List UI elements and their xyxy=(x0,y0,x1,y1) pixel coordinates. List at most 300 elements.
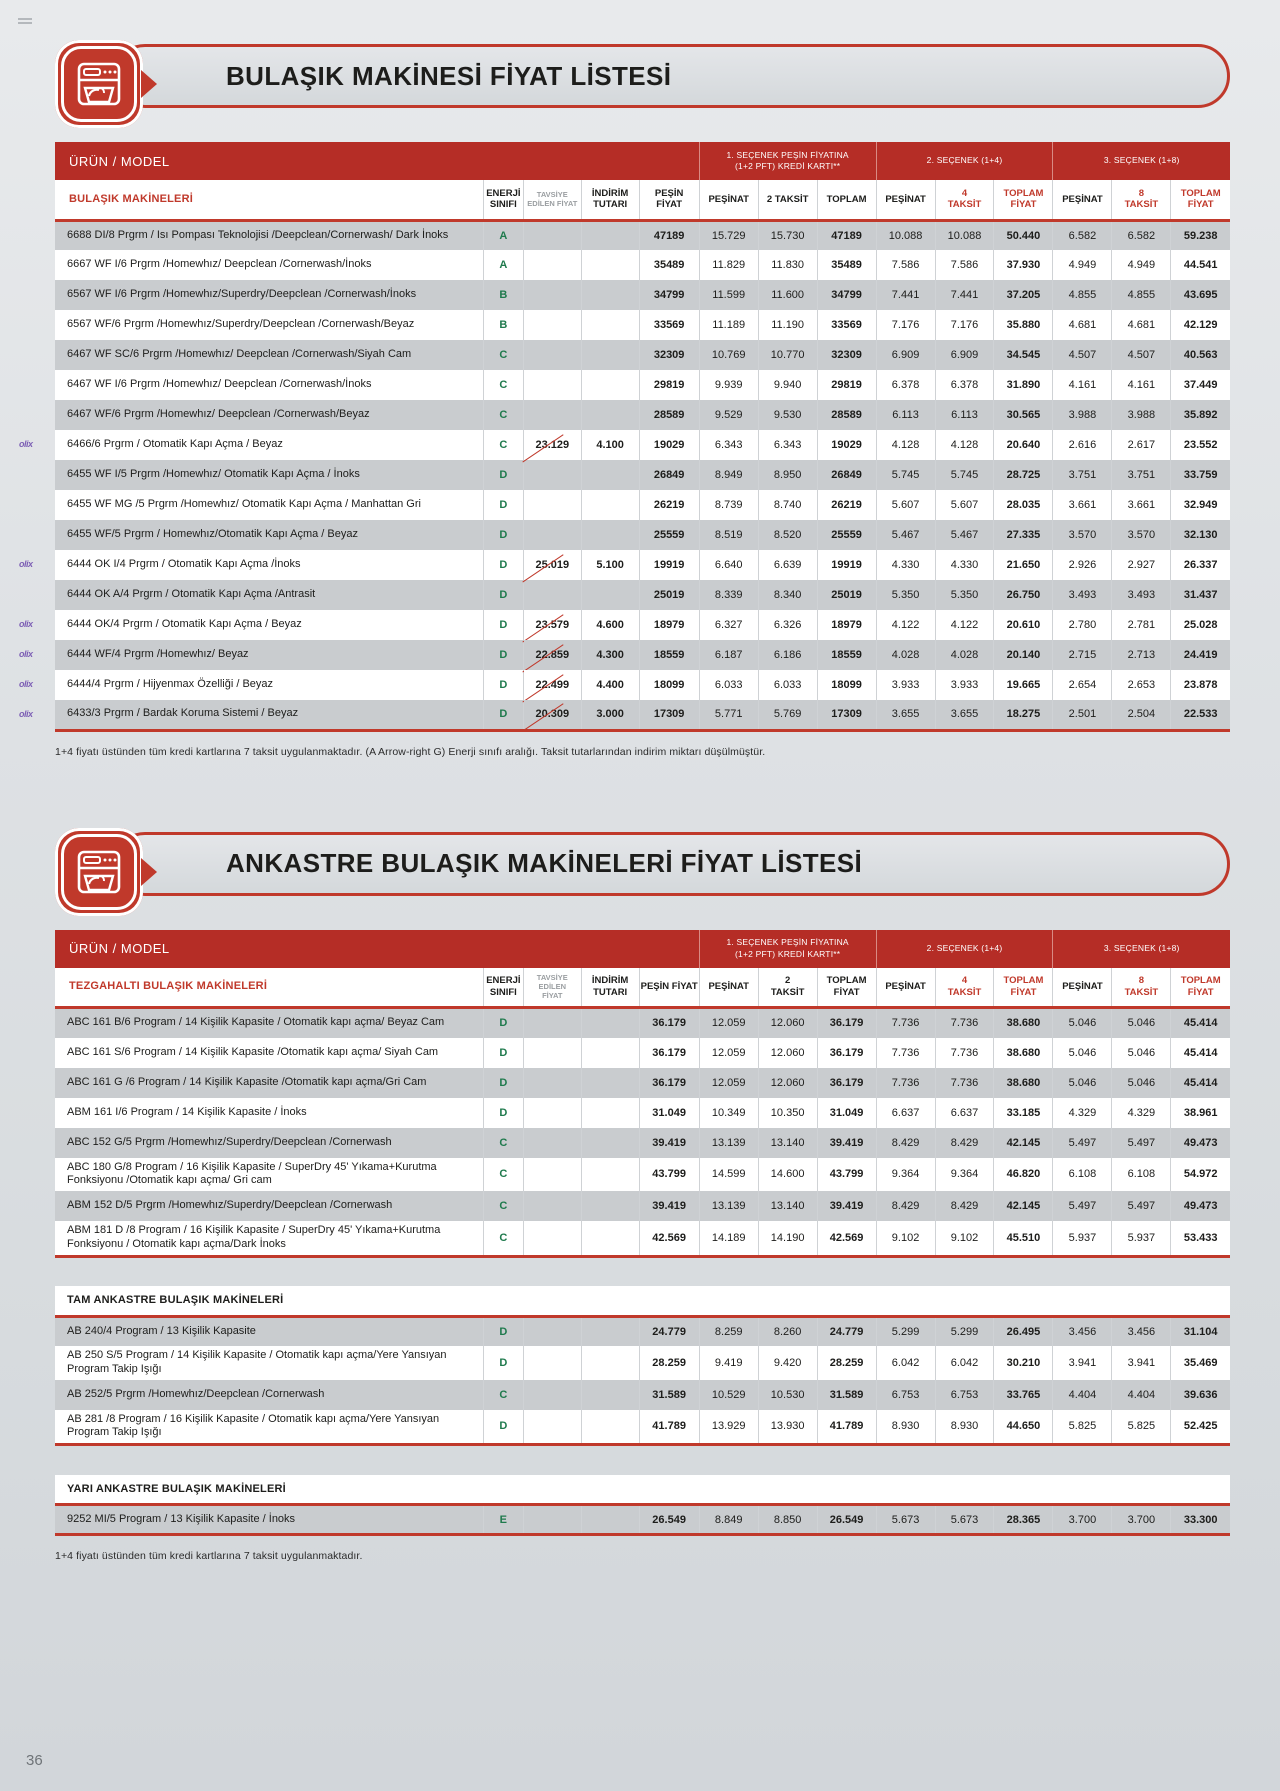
cell-indirim-tutari xyxy=(581,580,639,610)
cell-pesinat-1: 6.033 xyxy=(699,670,758,700)
cell-toplam-3: 40.563 xyxy=(1171,340,1230,370)
cell-pesinat-3: 4.507 xyxy=(1053,340,1112,370)
col-2-taksit: 2 TAKSİT xyxy=(758,180,817,220)
header-group-1-line1: 1. SEÇENEK PEŞİN FİYATINA xyxy=(726,149,849,160)
cell-pesinat-1: 6.640 xyxy=(699,550,758,580)
table-body-bulasik xyxy=(55,220,1230,730)
cell-4-taksit: 8.429 xyxy=(935,1128,994,1158)
cell-pesinat-2: 7.736 xyxy=(876,1038,935,1068)
cell-8-taksit: 2.781 xyxy=(1112,610,1171,640)
cell-indirim-tutari xyxy=(581,400,639,430)
col-toplam-fiyat-3-2: TOPLAM FİYAT xyxy=(1171,968,1230,1008)
cell-toplam-2: 20.610 xyxy=(994,610,1053,640)
cell-toplam-3: 23.552 xyxy=(1171,430,1230,460)
cell-tavsiye-fiyat xyxy=(523,1191,581,1221)
cell-toplam-3: 45.414 xyxy=(1171,1068,1230,1098)
cell-pesinat-1: 13.929 xyxy=(699,1410,758,1445)
cell-2-taksit: 6.186 xyxy=(758,640,817,670)
cell-pesinat-2: 6.113 xyxy=(876,400,935,430)
cell-pesinat-1: 8.849 xyxy=(699,1505,758,1535)
cell-toplam-2: 26.495 xyxy=(994,1316,1053,1346)
cell-8-taksit: 5.046 xyxy=(1112,1068,1171,1098)
cell-indirim-tutari xyxy=(581,490,639,520)
cell-4-taksit: 4.128 xyxy=(935,430,994,460)
cell-4-taksit: 5.299 xyxy=(935,1316,994,1346)
banner-bar-2 xyxy=(113,832,1230,896)
cell-tavsiye-fiyat xyxy=(523,1038,581,1068)
cell-toplam-2: 18.275 xyxy=(994,700,1053,730)
cell-tavsiye-fiyat xyxy=(523,340,581,370)
cell-toplam-2: 30.565 xyxy=(994,400,1053,430)
cell-indirim-tutari xyxy=(581,280,639,310)
cell-product-name: AB 250 S/5 Program / 14 Kişilik Kapasite / Otomatik kapı açma/Yere Yansıyan Program Takip Işığı xyxy=(55,1346,483,1380)
cell-4-taksit: 9.102 xyxy=(935,1221,994,1256)
col-toplam-fiyat-2: TOPLAM FİYAT xyxy=(994,180,1053,220)
cell-toplam-3: 42.129 xyxy=(1171,310,1230,340)
cell-pesinat-1: 11.829 xyxy=(699,250,758,280)
cell-energy-class: C xyxy=(483,370,523,400)
cell-pesinat-3: 3.661 xyxy=(1053,490,1112,520)
cell-pesin-fiyat: 26849 xyxy=(639,460,699,490)
cell-tavsiye-fiyat xyxy=(523,1008,581,1038)
cell-pesinat-1: 6.327 xyxy=(699,610,758,640)
cell-toplam-1: 35489 xyxy=(817,250,876,280)
cell-toplam-2: 28.365 xyxy=(994,1505,1053,1535)
cell-tavsiye-fiyat xyxy=(523,1068,581,1098)
cell-energy-class: B xyxy=(483,280,523,310)
cell-toplam-1: 26849 xyxy=(817,460,876,490)
cell-4-taksit: 7.736 xyxy=(935,1038,994,1068)
cell-indirim-tutari xyxy=(581,1128,639,1158)
section-banner-ankastre xyxy=(55,828,1230,900)
cell-2-taksit: 6.343 xyxy=(758,430,817,460)
cell-pesinat-2: 5.299 xyxy=(876,1316,935,1346)
cell-8-taksit: 3.456 xyxy=(1112,1316,1171,1346)
table-header-band-2 xyxy=(55,930,1230,968)
cell-indirim-tutari: 4.400 xyxy=(581,670,639,700)
cell-pesinat-2: 4.330 xyxy=(876,550,935,580)
cell-toplam-3: 45.414 xyxy=(1171,1008,1230,1038)
cell-indirim-tutari xyxy=(581,1505,639,1535)
header-group-3: 3. SEÇENEK (1+8) xyxy=(1053,142,1230,180)
cell-pesin-fiyat: 26.549 xyxy=(639,1505,699,1535)
cell-4-taksit: 5.745 xyxy=(935,460,994,490)
cell-pesin-fiyat: 36.179 xyxy=(639,1008,699,1038)
cell-pesinat-1: 6.187 xyxy=(699,640,758,670)
cell-toplam-2: 46.820 xyxy=(994,1158,1053,1192)
cell-toplam-2: 44.650 xyxy=(994,1410,1053,1445)
col-2-taksit-2: 2 TAKSİT xyxy=(758,968,817,1008)
cell-pesinat-2: 4.122 xyxy=(876,610,935,640)
cell-pesinat-2: 3.933 xyxy=(876,670,935,700)
cell-product-name: ABC 161 G /6 Program / 14 Kişilik Kapasite /Otomatik kapı açma/Gri Cam xyxy=(55,1068,483,1098)
cell-energy-class: D xyxy=(483,520,523,550)
page-title-2: ANKASTRE BULAŞIK MAKİNELERİ FİYAT LİSTESİ xyxy=(226,848,863,878)
cell-tavsiye-fiyat xyxy=(523,1221,581,1256)
table-subsection-title xyxy=(55,1475,1230,1505)
cell-product-name: 6467 WF/6 Prgrm /Homewhız/ Deepclean /Cornerwash/Beyaz xyxy=(55,400,483,430)
cell-toplam-2: 45.510 xyxy=(994,1221,1053,1256)
header-urun-model-2: ÜRÜN / MODEL xyxy=(55,930,699,968)
cell-toplam-3: 39.636 xyxy=(1171,1380,1230,1410)
cell-tavsiye-fiyat: 25.019 xyxy=(523,550,581,580)
cell-toplam-3: 32.130 xyxy=(1171,520,1230,550)
cell-indirim-tutari: 4.100 xyxy=(581,430,639,460)
header-group-3-2: 3. SEÇENEK (1+8) xyxy=(1053,930,1230,968)
cell-energy-class: D xyxy=(483,640,523,670)
cell-pesinat-2: 8.429 xyxy=(876,1128,935,1158)
cell-indirim-tutari xyxy=(581,370,639,400)
table-subheader-2 xyxy=(55,968,1230,1008)
cell-pesinat-3: 3.700 xyxy=(1053,1505,1112,1535)
cell-tavsiye-fiyat: 23.129 xyxy=(523,430,581,460)
header-group-2: 2. SEÇENEK (1+4) xyxy=(876,142,1053,180)
col-toplam-fiyat-1-2: TOPLAM FİYAT xyxy=(817,968,876,1008)
table-row xyxy=(55,520,1230,550)
cell-pesinat-3: 4.404 xyxy=(1053,1380,1112,1410)
cell-toplam-3: 49.473 xyxy=(1171,1128,1230,1158)
cell-8-taksit: 2.617 xyxy=(1112,430,1171,460)
cell-4-taksit: 7.736 xyxy=(935,1068,994,1098)
cell-product-name: ABC 180 G/8 Program / 16 Kişilik Kapasite / SuperDry 45' Yıkama+Kurutma Fonksiyonu /Otomatik kapı açma/ Gri cam xyxy=(55,1158,483,1192)
cell-pesinat-1: 8.259 xyxy=(699,1316,758,1346)
cell-4-taksit: 5.467 xyxy=(935,520,994,550)
cell-toplam-2: 31.890 xyxy=(994,370,1053,400)
cell-toplam-2: 21.650 xyxy=(994,550,1053,580)
cell-8-taksit: 4.329 xyxy=(1112,1098,1171,1128)
cell-toplam-1: 47189 xyxy=(817,220,876,250)
cell-energy-class: D xyxy=(483,700,523,730)
cell-pesin-fiyat: 18559 xyxy=(639,640,699,670)
cell-pesinat-3: 5.046 xyxy=(1053,1068,1112,1098)
cell-tavsiye-fiyat xyxy=(523,580,581,610)
cell-pesinat-2: 6.042 xyxy=(876,1346,935,1380)
cell-energy-class: D xyxy=(483,490,523,520)
cell-pesinat-3: 2.715 xyxy=(1053,640,1112,670)
cell-pesinat-1: 8.739 xyxy=(699,490,758,520)
cell-pesin-fiyat: 39.419 xyxy=(639,1128,699,1158)
cell-indirim-tutari: 5.100 xyxy=(581,550,639,580)
cell-indirim-tutari xyxy=(581,1346,639,1380)
cell-toplam-1: 39.419 xyxy=(817,1191,876,1221)
cell-product-name: 6433/3 Prgrm / Bardak Koruma Sistemi / Beyaz xyxy=(55,700,483,730)
cell-2-taksit: 8.340 xyxy=(758,580,817,610)
cell-4-taksit: 3.655 xyxy=(935,700,994,730)
table-row xyxy=(55,1410,1230,1445)
cell-pesin-fiyat: 32309 xyxy=(639,340,699,370)
cell-tavsiye-fiyat xyxy=(523,490,581,520)
cell-4-taksit: 8.930 xyxy=(935,1410,994,1445)
cell-toplam-1: 36.179 xyxy=(817,1068,876,1098)
cell-toplam-1: 19919 xyxy=(817,550,876,580)
cell-pesinat-3: 5.497 xyxy=(1053,1191,1112,1221)
cell-pesinat-2: 6.753 xyxy=(876,1380,935,1410)
cell-product-name: ABC 161 B/6 Program / 14 Kişilik Kapasite / Otomatik kapı açma/ Beyaz Cam xyxy=(55,1008,483,1038)
cell-pesin-fiyat: 39.419 xyxy=(639,1191,699,1221)
cell-pesinat-3: 5.046 xyxy=(1053,1008,1112,1038)
cell-2-taksit: 12.060 xyxy=(758,1068,817,1098)
cell-pesin-fiyat: 31.589 xyxy=(639,1380,699,1410)
cell-energy-class: D xyxy=(483,550,523,580)
cell-tavsiye-fiyat xyxy=(523,310,581,340)
cell-4-taksit: 7.586 xyxy=(935,250,994,280)
cell-toplam-1: 28.259 xyxy=(817,1346,876,1380)
cell-pesinat-2: 10.088 xyxy=(876,220,935,250)
cell-4-taksit: 3.933 xyxy=(935,670,994,700)
footnote-bulasik: 1+4 fiyatı üstünden tüm kredi kartlarına 7 taksit uygulanmaktadır. (A Arrow-right G) Enerji sınıfı aralığı. Taksit tutarlarından indirim miktarı düşülmüştür. xyxy=(55,745,766,758)
cell-energy-class: C xyxy=(483,1380,523,1410)
cell-indirim-tutari xyxy=(581,520,639,550)
cell-product-name: 6455 WF I/5 Prgrm /Homewhız/ Otomatik Kapı Açma / İnoks xyxy=(55,460,483,490)
cell-2-taksit: 13.140 xyxy=(758,1128,817,1158)
cell-pesinat-2: 4.028 xyxy=(876,640,935,670)
cell-pesinat-3: 3.988 xyxy=(1053,400,1112,430)
olix-badge: olix xyxy=(19,559,33,569)
cell-energy-class: D xyxy=(483,610,523,640)
cell-product-name: 6567 WF/6 Prgrm /Homewhız/Superdry/Deepclean /Cornerwash/Beyaz xyxy=(55,310,483,340)
cell-4-taksit: 7.176 xyxy=(935,310,994,340)
cell-pesin-fiyat: 34799 xyxy=(639,280,699,310)
cell-pesinat-1: 8.519 xyxy=(699,520,758,550)
cell-indirim-tutari xyxy=(581,1191,639,1221)
cell-8-taksit: 5.937 xyxy=(1112,1221,1171,1256)
cell-pesinat-1: 8.339 xyxy=(699,580,758,610)
table-row xyxy=(55,220,1230,250)
header-group-2-2: 2. SEÇENEK (1+4) xyxy=(876,930,1053,968)
cell-2-taksit: 9.420 xyxy=(758,1346,817,1380)
cell-tavsiye-fiyat xyxy=(523,1316,581,1346)
table-row xyxy=(55,370,1230,400)
cell-pesinat-1: 9.529 xyxy=(699,400,758,430)
cell-toplam-1: 36.179 xyxy=(817,1008,876,1038)
cell-pesinat-3: 3.456 xyxy=(1053,1316,1112,1346)
table-row xyxy=(55,670,1230,700)
cell-4-taksit: 10.088 xyxy=(935,220,994,250)
cell-pesinat-2: 4.128 xyxy=(876,430,935,460)
cell-8-taksit: 5.046 xyxy=(1112,1038,1171,1068)
cell-pesin-fiyat: 25559 xyxy=(639,520,699,550)
cell-8-taksit: 4.855 xyxy=(1112,280,1171,310)
cell-product-name: AB 281 /8 Program / 16 Kişilik Kapasite / Otomatik kapı açma/Yere Yansıyan Program Takip Işığı xyxy=(55,1410,483,1445)
table-body-ankastre xyxy=(55,1008,1230,1535)
cell-pesinat-2: 7.441 xyxy=(876,280,935,310)
table-row xyxy=(55,610,1230,640)
cell-pesinat-1: 10.769 xyxy=(699,340,758,370)
cell-pesinat-2: 9.364 xyxy=(876,1158,935,1192)
cell-8-taksit: 2.713 xyxy=(1112,640,1171,670)
cell-energy-class: B xyxy=(483,310,523,340)
cell-pesin-fiyat: 33569 xyxy=(639,310,699,340)
cell-8-taksit: 2.504 xyxy=(1112,700,1171,730)
cell-pesinat-2: 7.736 xyxy=(876,1008,935,1038)
cell-2-taksit: 11.830 xyxy=(758,250,817,280)
cell-pesinat-1: 14.599 xyxy=(699,1158,758,1192)
cell-pesin-fiyat: 47189 xyxy=(639,220,699,250)
table-row xyxy=(55,280,1230,310)
table-row xyxy=(55,400,1230,430)
header-group-1 xyxy=(699,142,876,180)
cell-pesinat-3: 4.855 xyxy=(1053,280,1112,310)
col-pesinat-2: PEŞİNAT xyxy=(876,180,935,220)
table-row xyxy=(55,340,1230,370)
cell-4-taksit: 6.042 xyxy=(935,1346,994,1380)
cell-product-name: 6466/6 Prgrm / Otomatik Kapı Açma / Beyaz xyxy=(55,430,483,460)
cell-8-taksit: 6.108 xyxy=(1112,1158,1171,1192)
cell-product-name: 6455 WF/5 Prgrm / Homewhız/Otomatik Kapı Açma / Beyaz xyxy=(55,520,483,550)
col-4-taksit: 4 TAKSİT xyxy=(935,180,994,220)
cell-4-taksit: 8.429 xyxy=(935,1191,994,1221)
cell-2-taksit: 14.190 xyxy=(758,1221,817,1256)
cell-8-taksit: 4.404 xyxy=(1112,1380,1171,1410)
cell-8-taksit: 3.941 xyxy=(1112,1346,1171,1380)
dishwasher-icon xyxy=(55,40,143,128)
cell-toplam-2: 28.725 xyxy=(994,460,1053,490)
table-header-band xyxy=(55,142,1230,180)
cell-4-taksit: 7.736 xyxy=(935,1008,994,1038)
cell-pesinat-3: 2.654 xyxy=(1053,670,1112,700)
cell-4-taksit: 9.364 xyxy=(935,1158,994,1192)
cell-product-name: 6455 WF MG /5 Prgrm /Homewhız/ Otomatik Kapı Açma / Manhattan Gri xyxy=(55,490,483,520)
cell-indirim-tutari xyxy=(581,220,639,250)
cell-pesinat-1: 12.059 xyxy=(699,1008,758,1038)
subsection-label: TAM ANKASTRE BULAŞIK MAKİNELERİ xyxy=(55,1286,1230,1316)
cell-8-taksit: 2.653 xyxy=(1112,670,1171,700)
table-row xyxy=(55,640,1230,670)
cell-tavsiye-fiyat xyxy=(523,400,581,430)
cell-pesinat-1: 12.059 xyxy=(699,1038,758,1068)
col-8-taksit-2: 8 TAKSİT xyxy=(1112,968,1171,1008)
cell-pesin-fiyat: 18099 xyxy=(639,670,699,700)
cell-pesinat-2: 3.655 xyxy=(876,700,935,730)
cell-pesinat-1: 11.599 xyxy=(699,280,758,310)
cell-indirim-tutari: 3.000 xyxy=(581,700,639,730)
cell-toplam-3: 53.433 xyxy=(1171,1221,1230,1256)
cell-2-taksit: 13.930 xyxy=(758,1410,817,1445)
cell-toplam-1: 31.589 xyxy=(817,1380,876,1410)
cell-4-taksit: 5.673 xyxy=(935,1505,994,1535)
cell-tavsiye-fiyat xyxy=(523,1505,581,1535)
cell-toplam-1: 41.789 xyxy=(817,1410,876,1445)
cell-toplam-1: 24.779 xyxy=(817,1316,876,1346)
cell-2-taksit: 6.033 xyxy=(758,670,817,700)
cell-toplam-3: 38.961 xyxy=(1171,1098,1230,1128)
cell-2-taksit: 8.950 xyxy=(758,460,817,490)
cell-toplam-2: 33.185 xyxy=(994,1098,1053,1128)
cell-2-taksit: 12.060 xyxy=(758,1038,817,1068)
cell-8-taksit: 3.751 xyxy=(1112,460,1171,490)
cell-indirim-tutari xyxy=(581,1410,639,1445)
col-indirim-tutari-2: İNDİRİM TUTARI xyxy=(581,968,639,1008)
cell-energy-class: C xyxy=(483,1191,523,1221)
cell-4-taksit: 5.607 xyxy=(935,490,994,520)
table-row xyxy=(55,1191,1230,1221)
cell-4-taksit: 5.350 xyxy=(935,580,994,610)
cell-product-name: 6444 OK I/4 Prgrm / Otomatik Kapı Açma /İnoks xyxy=(55,550,483,580)
cell-energy-class: D xyxy=(483,1038,523,1068)
cell-pesin-fiyat: 28589 xyxy=(639,400,699,430)
cell-pesin-fiyat: 35489 xyxy=(639,250,699,280)
cell-toplam-3: 54.972 xyxy=(1171,1158,1230,1192)
cell-energy-class: D xyxy=(483,580,523,610)
cell-8-taksit: 4.681 xyxy=(1112,310,1171,340)
cell-toplam-1: 28589 xyxy=(817,400,876,430)
col-pesin-fiyat-2: PEŞİN FİYAT xyxy=(639,968,699,1008)
col-pesinat-1: PEŞİNAT xyxy=(699,180,758,220)
table-row xyxy=(55,430,1230,460)
cell-8-taksit: 5.046 xyxy=(1112,1008,1171,1038)
cell-2-taksit: 6.639 xyxy=(758,550,817,580)
cell-toplam-2: 20.640 xyxy=(994,430,1053,460)
cell-4-taksit: 4.028 xyxy=(935,640,994,670)
cell-toplam-3: 52.425 xyxy=(1171,1410,1230,1445)
cell-8-taksit: 3.493 xyxy=(1112,580,1171,610)
table-row xyxy=(55,1316,1230,1346)
cell-product-name: 6567 WF I/6 Prgrm /Homewhız/Superdry/Deepclean /Cornerwash/İnoks xyxy=(55,280,483,310)
cell-tavsiye-fiyat xyxy=(523,220,581,250)
cell-energy-class: D xyxy=(483,460,523,490)
header-group-1-2-line1: 1. SEÇENEK PEŞİN FİYATINA xyxy=(726,937,849,948)
subsection-label: YARI ANKASTRE BULAŞIK MAKİNELERİ xyxy=(55,1475,1230,1505)
cell-pesinat-2: 5.673 xyxy=(876,1505,935,1535)
cell-8-taksit: 5.825 xyxy=(1112,1410,1171,1445)
cell-2-taksit: 14.600 xyxy=(758,1158,817,1192)
cell-pesinat-2: 8.429 xyxy=(876,1191,935,1221)
page-title: BULAŞIK MAKİNESİ FİYAT LİSTESİ xyxy=(226,60,672,91)
cell-indirim-tutari xyxy=(581,1221,639,1256)
table-row xyxy=(55,310,1230,340)
cell-pesinat-1: 12.059 xyxy=(699,1068,758,1098)
cell-toplam-2: 28.035 xyxy=(994,490,1053,520)
cell-toplam-1: 34799 xyxy=(817,280,876,310)
table-row xyxy=(55,460,1230,490)
cell-tavsiye-fiyat xyxy=(523,1128,581,1158)
cell-pesinat-3: 3.751 xyxy=(1053,460,1112,490)
cell-tavsiye-fiyat xyxy=(523,370,581,400)
cell-pesin-fiyat: 36.179 xyxy=(639,1038,699,1068)
section-banner-bulasik xyxy=(55,40,1230,112)
table-row xyxy=(55,700,1230,730)
cell-pesin-fiyat: 18979 xyxy=(639,610,699,640)
table-row xyxy=(55,1505,1230,1535)
cell-tavsiye-fiyat: 23.579 xyxy=(523,610,581,640)
cell-pesinat-1: 11.189 xyxy=(699,310,758,340)
cell-pesinat-3: 6.582 xyxy=(1053,220,1112,250)
table-row xyxy=(55,1380,1230,1410)
cell-tavsiye-fiyat xyxy=(523,1158,581,1192)
cell-energy-class: C xyxy=(483,1128,523,1158)
cell-8-taksit: 3.988 xyxy=(1112,400,1171,430)
cell-pesinat-2: 5.350 xyxy=(876,580,935,610)
table-row xyxy=(55,1008,1230,1038)
cell-8-taksit: 4.507 xyxy=(1112,340,1171,370)
cell-indirim-tutari xyxy=(581,1380,639,1410)
cell-pesinat-3: 4.161 xyxy=(1053,370,1112,400)
cell-toplam-2: 33.765 xyxy=(994,1380,1053,1410)
price-table-ankastre xyxy=(55,930,1230,1537)
cell-toplam-3: 23.878 xyxy=(1171,670,1230,700)
cell-pesinat-1: 15.729 xyxy=(699,220,758,250)
cell-pesinat-2: 6.909 xyxy=(876,340,935,370)
cell-pesinat-1: 6.343 xyxy=(699,430,758,460)
cell-4-taksit: 6.637 xyxy=(935,1098,994,1128)
olix-badge: olix xyxy=(19,709,33,719)
cell-indirim-tutari xyxy=(581,1038,639,1068)
table-row xyxy=(55,250,1230,280)
cell-pesin-fiyat: 25019 xyxy=(639,580,699,610)
cell-pesinat-2: 7.736 xyxy=(876,1068,935,1098)
cell-toplam-3: 35.892 xyxy=(1171,400,1230,430)
cell-indirim-tutari xyxy=(581,1068,639,1098)
